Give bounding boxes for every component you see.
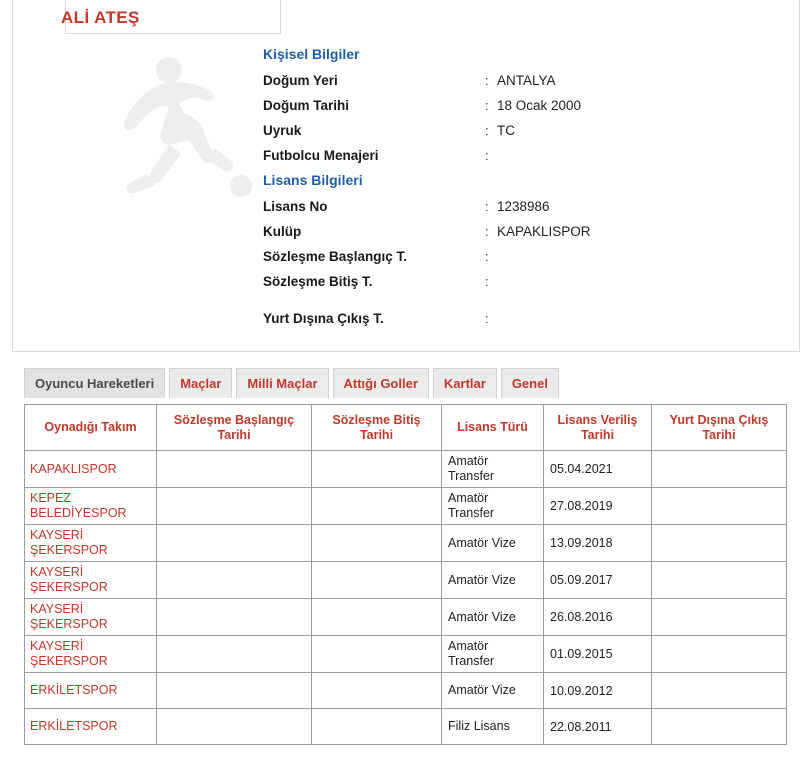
cell-contract-end [312, 673, 442, 709]
table-row [25, 525, 787, 562]
cell-issue-date: 13.09.2018 [544, 525, 652, 562]
table-header-row [25, 405, 787, 451]
cell-team: KAPAKLISPOR [25, 451, 157, 488]
cell-exit-date [652, 709, 787, 745]
table-row [25, 673, 787, 709]
info-label: Yurt Dışına Çıkış T. [263, 311, 384, 326]
cell-license-type: Amatör Vize [442, 562, 544, 599]
cell-team: ERKİLETSPOR [25, 673, 157, 709]
cell-team: KAYSERİ ŞEKERSPOR [25, 562, 157, 599]
personal-info-title: Kişisel Bilgiler [263, 46, 360, 62]
player-movements-table [24, 404, 787, 745]
info-colon: : [485, 224, 489, 239]
info-label: Doğum Yeri [263, 73, 338, 88]
cell-contract-end [312, 636, 442, 673]
player-movements-table-wrap [24, 404, 786, 745]
column-header-abroad-exit-date: Yurt Dışına Çıkış Tarihi [652, 405, 787, 451]
license-info-title: Lisans Bilgileri [263, 172, 363, 188]
tab-milli-maclar[interactable]: Milli Maçlar [236, 368, 328, 398]
cell-license-type: Amatör Vize [442, 599, 544, 636]
table-row [25, 451, 787, 488]
tab-maclar[interactable]: Maçlar [169, 368, 232, 398]
cell-team: KAYSERİ ŞEKERSPOR [25, 636, 157, 673]
cell-issue-date: 10.09.2012 [544, 673, 652, 709]
cell-issue-date: 05.04.2021 [544, 451, 652, 488]
cell-exit-date [652, 673, 787, 709]
cell-issue-date: 26.08.2016 [544, 599, 652, 636]
tabbar [24, 368, 800, 398]
cell-team: KEPEZ BELEDİYESPOR [25, 488, 157, 525]
cell-exit-date [652, 525, 787, 562]
info-row-contract-start [263, 244, 783, 269]
info-row-nationality [263, 118, 783, 143]
cell-license-type: Filiz Lisans [442, 709, 544, 745]
cell-contract-start [157, 562, 312, 599]
tab-genel[interactable]: Genel [501, 368, 559, 398]
info-row-abroad-exit [263, 306, 783, 331]
info-row-agent [263, 143, 783, 168]
info-label: Kulüp [263, 224, 302, 239]
footballer-silhouette-icon [73, 46, 263, 206]
info-row-club [263, 219, 783, 244]
cell-license-type: Amatör Transfer [442, 636, 544, 673]
info-colon: : [485, 249, 489, 264]
table-row [25, 562, 787, 599]
info-label: Uyruk [263, 123, 302, 138]
cell-issue-date: 27.08.2019 [544, 488, 652, 525]
info-colon: : [485, 98, 489, 113]
cell-team: KAYSERİ ŞEKERSPOR [25, 599, 157, 636]
column-header-contract-end: Sözleşme Bitiş Tarihi [312, 405, 442, 451]
cell-contract-end [312, 525, 442, 562]
table-row [25, 488, 787, 525]
tab-kartlar[interactable]: Kartlar [433, 368, 497, 398]
cell-license-type: Amatör Vize [442, 525, 544, 562]
column-header-team: Oynadığı Takım [25, 405, 157, 451]
info-label: Doğum Tarihi [263, 98, 349, 113]
cell-issue-date: 05.09.2017 [544, 562, 652, 599]
cell-license-type: Amatör Transfer [442, 488, 544, 525]
info-value: TC [497, 123, 515, 138]
cell-contract-start [157, 709, 312, 745]
info-value: 18 Ocak 2000 [497, 98, 582, 113]
cell-license-type: Amatör Vize [442, 673, 544, 709]
info-colon: : [485, 199, 489, 214]
column-header-license-type: Lisans Türü [442, 405, 544, 451]
info-colon: : [485, 274, 489, 289]
page-title: ALİ ATEŞ [61, 8, 140, 27]
cell-exit-date [652, 451, 787, 488]
cell-exit-date [652, 488, 787, 525]
cell-team: KAYSERİ ŞEKERSPOR [25, 525, 157, 562]
table-row [25, 599, 787, 636]
info-value: KAPAKLISPOR [497, 224, 591, 239]
info-row-birthplace [263, 68, 783, 93]
cell-contract-start [157, 599, 312, 636]
cell-contract-start [157, 525, 312, 562]
info-row-birthdate [263, 93, 783, 118]
info-label: Sözleşme Başlangıç T. [263, 249, 408, 264]
table-row [25, 636, 787, 673]
info-value: 1238986 [497, 199, 550, 214]
info-colon: : [485, 73, 489, 88]
cell-team: ERKİLETSPOR [25, 709, 157, 745]
player-profile-card [12, 0, 800, 352]
info-colon: : [485, 311, 489, 326]
cell-contract-end [312, 599, 442, 636]
info-colon: : [485, 123, 489, 138]
info-label: Sözleşme Bitiş T. [263, 274, 373, 289]
info-label: Futbolcu Menajeri [263, 148, 379, 163]
info-row-license-no [263, 194, 783, 219]
cell-contract-end [312, 562, 442, 599]
cell-contract-end [312, 709, 442, 745]
cell-license-type: Amatör Transfer [442, 451, 544, 488]
cell-exit-date [652, 636, 787, 673]
cell-issue-date: 22.08.2011 [544, 709, 652, 745]
cell-contract-start [157, 636, 312, 673]
cell-contract-start [157, 673, 312, 709]
cell-issue-date: 01.09.2015 [544, 636, 652, 673]
player-info-block [263, 42, 783, 331]
column-header-license-issue-date: Lisans Veriliş Tarihi [544, 405, 652, 451]
row-spacer [263, 294, 783, 306]
cell-contract-end [312, 451, 442, 488]
info-value: ANTALYA [497, 73, 556, 88]
cell-contract-start [157, 488, 312, 525]
info-colon: : [485, 148, 489, 163]
cell-contract-end [312, 488, 442, 525]
tab-oyuncu-hareketleri[interactable]: Oyuncu Hareketleri [24, 368, 165, 398]
info-label: Lisans No [263, 199, 328, 214]
table-row [25, 709, 787, 745]
column-header-contract-start: Sözleşme Başlangıç Tarihi [157, 405, 312, 451]
tab-attigi-goller[interactable]: Attığı Goller [333, 368, 429, 398]
info-row-contract-end [263, 269, 783, 294]
cell-contract-start [157, 451, 312, 488]
cell-exit-date [652, 562, 787, 599]
cell-exit-date [652, 599, 787, 636]
